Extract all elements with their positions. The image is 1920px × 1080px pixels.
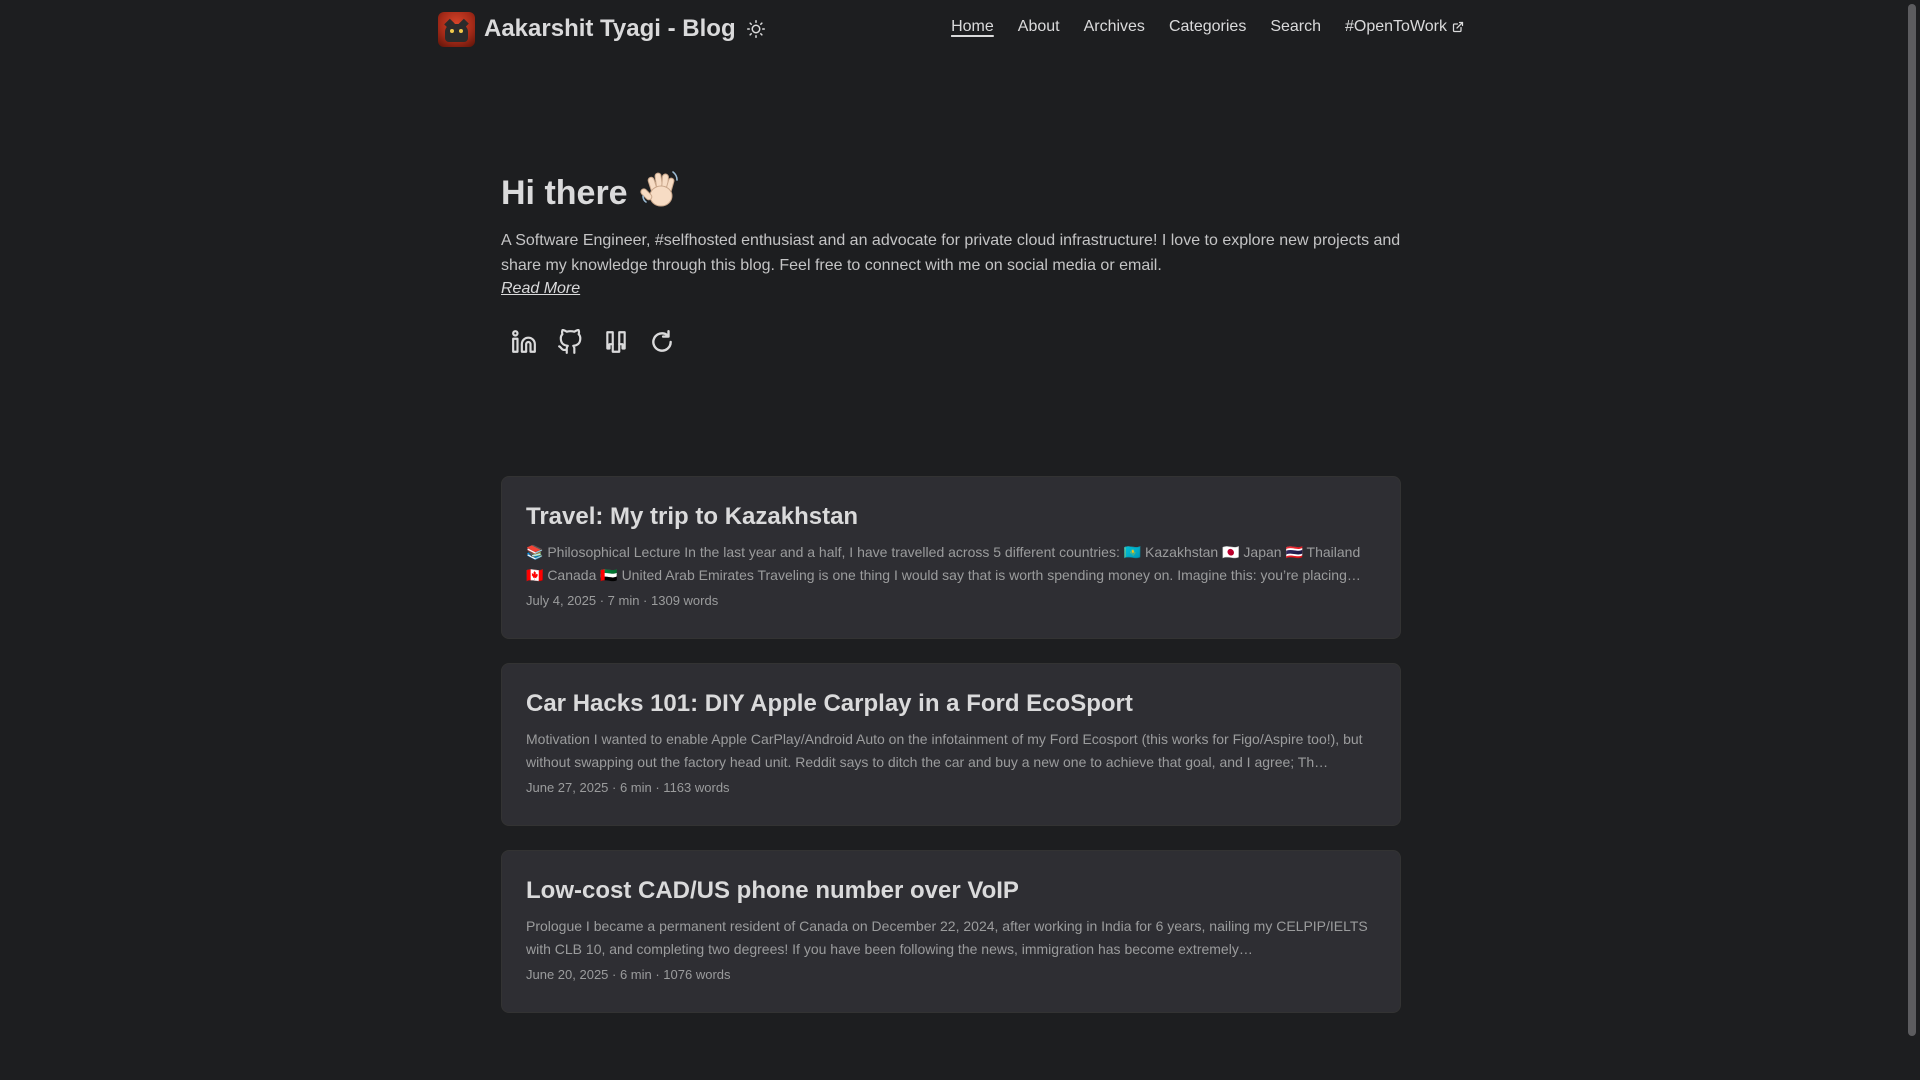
sun-icon [747, 20, 765, 38]
theme-toggle-button[interactable] [745, 18, 767, 40]
post-excerpt: Prologue I became a permanent resident of Canada on December 22, 2024, after working in India for 6 years, nailing my CELPIP/IELTS with CLB 10, and completing two degrees! If you have been following the news, immigration has become extremely… [526, 918, 1368, 957]
avatar[interactable] [438, 12, 475, 47]
menu-item-search[interactable]: Search [1270, 18, 1322, 35]
page-title [501, 168, 1401, 218]
site-logo-link[interactable] [438, 10, 767, 48]
waving-hand-icon [640, 168, 682, 219]
github-icon [557, 329, 583, 355]
post-card[interactable] [501, 476, 1401, 639]
gitea-icon [603, 329, 629, 355]
post-title[interactable]: Low-cost CAD/US phone number over VoIP [526, 877, 1019, 904]
scrollbar[interactable] [1904, 0, 1920, 1080]
refresh-icon [649, 329, 675, 355]
linkedin-link[interactable] [501, 326, 547, 358]
read-more-link[interactable]: Read More [501, 280, 581, 297]
post-card[interactable] [501, 663, 1401, 826]
external-link-icon [1452, 21, 1464, 33]
social-icons [501, 326, 685, 358]
menu-item-opentowork[interactable] [1345, 18, 1464, 36]
post-meta: July 4, 2025 · 7 min · 1309 words [526, 593, 719, 608]
post-title[interactable]: Car Hacks 101: DIY Apple Carplay in a Ford EcoSport [526, 690, 1133, 717]
menu-item-opentowork-label: #OpenToWork [1345, 18, 1447, 35]
post-excerpt: Motivation I wanted to enable Apple CarPlay/Android Auto on the infotainment of my Ford Ecosport (this works for Figo/Aspire too!), but without swapping out the factory head unit. Reddit says to ditch the car and buy a new one to achieve that goal, and I agree; Th… [526, 731, 1363, 770]
menu-item-about[interactable]: About [1017, 18, 1060, 35]
menu-item-categories[interactable]: Categories [1168, 18, 1247, 35]
home-description: A Software Engineer, #selfhosted enthusiast and an advocate for private cloud infrastructure! I love to explore new projects and share my knowledge through this blog. Feel free to connect with me on social media or email. [501, 232, 1401, 274]
gitea-link[interactable] [593, 326, 639, 358]
site-header [0, 0, 1920, 60]
home-info [501, 168, 1401, 298]
main-menu [927, 18, 1464, 36]
post-excerpt: 📚 Philosophical Lecture In the last year and a half, I have travelled across 5 different countries: 🇰🇿 Kazakhstan 🇯🇵 Japan 🇹🇭 Thailand 🇨🇦 Canada 🇦🇪 United Arab Emirates Traveling is one thing I would say that is worth spending money on. Imagine this: you’re placing… [526, 544, 1361, 583]
post-card[interactable] [501, 850, 1401, 1013]
linkedin-icon [511, 329, 537, 355]
menu-item-archives[interactable]: Archives [1083, 18, 1145, 35]
post-meta: June 20, 2025 · 6 min · 1076 words [526, 967, 731, 982]
post-meta: June 27, 2025 · 6 min · 1163 words [526, 780, 730, 795]
scrollbar-thumb[interactable] [1908, 4, 1916, 1036]
menu-item-home[interactable]: Home [951, 18, 994, 35]
github-link[interactable] [547, 326, 593, 358]
refresh-link[interactable] [639, 326, 685, 358]
post-title[interactable]: Travel: My trip to Kazakhstan [526, 503, 859, 530]
post-list [501, 476, 1401, 1037]
page-title-text: Hi there [501, 173, 628, 212]
site-title[interactable]: Aakarshit Tyagi - Blog [484, 15, 736, 42]
